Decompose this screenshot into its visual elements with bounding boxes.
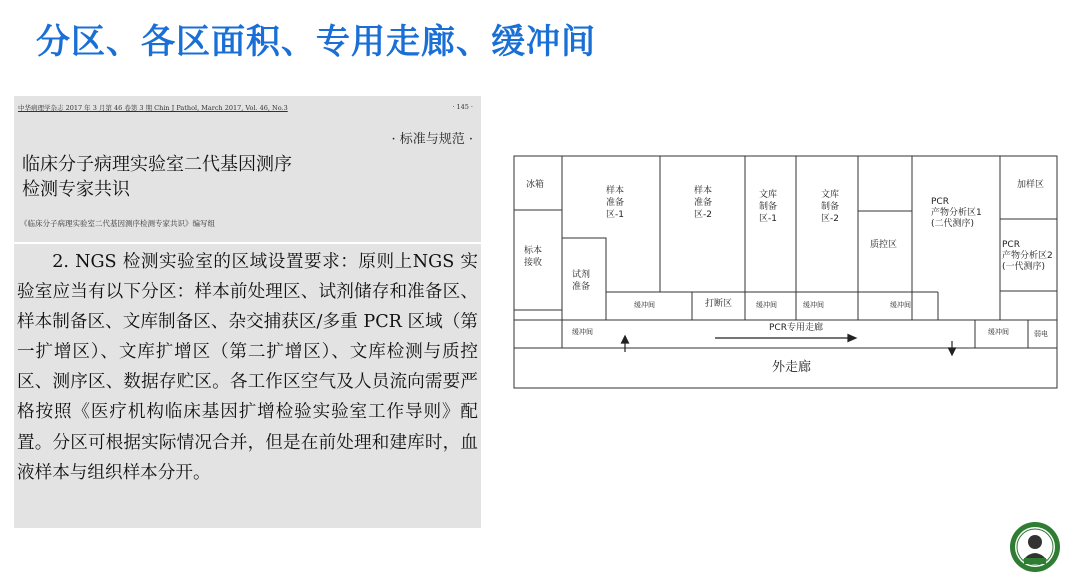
room-pcr-1-line-2: 产物分析区1 [931, 208, 982, 218]
room-ice-box: 冰箱 [526, 180, 545, 190]
journal-author: 《临床分子病理实验室二代基因测序检测专家共识》编写组 [20, 219, 215, 228]
room-pcr-2-line-2: 产物分析区2 [1002, 251, 1053, 261]
room-sample-prep-1-line-1: 样本 [606, 186, 625, 196]
room-sample-prep-1-line-2: 准备 [606, 198, 625, 208]
room-reagent-prep-line-2: 准备 [572, 282, 591, 292]
journal-category: · 标准与规范 · [391, 132, 473, 147]
room-qc: 质控区 [870, 240, 898, 250]
room-pcr-2-line-1: PCR [1002, 240, 1020, 250]
journal-title-line-2: 检测专家共识 [22, 179, 130, 200]
room-library-1-line-3: 区-1 [759, 214, 777, 224]
buffer-room-1: 缓冲间 [634, 301, 655, 309]
room-reagent-prep-line-1: 试剂 [572, 270, 591, 280]
institution-logo [1008, 520, 1062, 574]
room-library-1-line-2: 制备 [759, 202, 778, 212]
room-sample-receive-line-1: 标本 [524, 246, 543, 256]
buffer-room-6: 缓冲间 [988, 328, 1009, 336]
institution-seal-icon [1008, 520, 1062, 574]
room-pcr-2-line-3: (一代测序) [1002, 262, 1046, 272]
buffer-room-4: 缓冲间 [890, 301, 911, 309]
journal-page-number: · 145 · [452, 103, 473, 111]
buffer-room-2: 缓冲间 [756, 301, 777, 309]
buffer-room-3: 缓冲间 [803, 301, 824, 309]
journal-body-text: 2. NGS 检测实验室的区域设置要求：原则上NGS 实验室应当有以下分区：样本前处理区、试剂储存和准备区、样本制备区、文库制备区、杂交捕获区/多重 PCR 区域（第一扩增区）、文库扩增区（第二扩增区）、文库检测与质控区、测序区、数据存贮区。各工作区空气及人员流向需要严格按照《医疗机构临床基因扩增检验实验室工作导则》配置。分区可根据实际情况合并，但是在前处理和建库时，血液样本与组织样本分开。 [17, 252, 478, 483]
room-pcr-1-line-3: (二代测序) [931, 219, 975, 229]
room-sample-receive-line-2: 接收 [524, 258, 543, 268]
room-sample-prep-2-line-3: 区-2 [694, 210, 712, 220]
room-weak-current: 弱电 [1034, 330, 1048, 338]
room-library-1-line-1: 文库 [759, 190, 778, 200]
journal-excerpt [14, 96, 481, 528]
room-sample-prep-2-line-1: 样本 [694, 186, 713, 196]
outer-corridor-label: 外走廊 [772, 360, 812, 375]
room-sample-prep-1-line-3: 区-1 [606, 210, 624, 220]
journal-citation: 中华病理学杂志 2017 年 3 月第 46 卷第 3 期 Chin J Pathol, March 2017, Vol. 46, No.3 [18, 104, 288, 112]
room-library-2-line-1: 文库 [821, 190, 840, 200]
room-add-sample: 加样区 [1017, 180, 1045, 190]
buffer-room-5: 缓冲间 [572, 328, 593, 336]
room-library-2-line-3: 区-2 [821, 214, 839, 224]
journal-article-title [22, 152, 452, 202]
journal-header [18, 103, 475, 117]
lab-floor-plan [510, 150, 1060, 395]
room-fragment: 打断区 [705, 299, 733, 309]
room-pcr-1-line-1: PCR [931, 197, 949, 207]
room-library-2-line-2: 制备 [821, 202, 840, 212]
floor-plan-lines [510, 150, 1060, 395]
pcr-corridor-label: PCR专用走廊 [769, 323, 823, 333]
room-sample-prep-2-line-2: 准备 [694, 198, 713, 208]
journal-divider [14, 242, 481, 244]
slide-title: 分区、各区面积、专用走廊、缓冲间 [36, 22, 596, 62]
journal-title-line-1: 临床分子病理实验室二代基因测序 [22, 154, 292, 175]
